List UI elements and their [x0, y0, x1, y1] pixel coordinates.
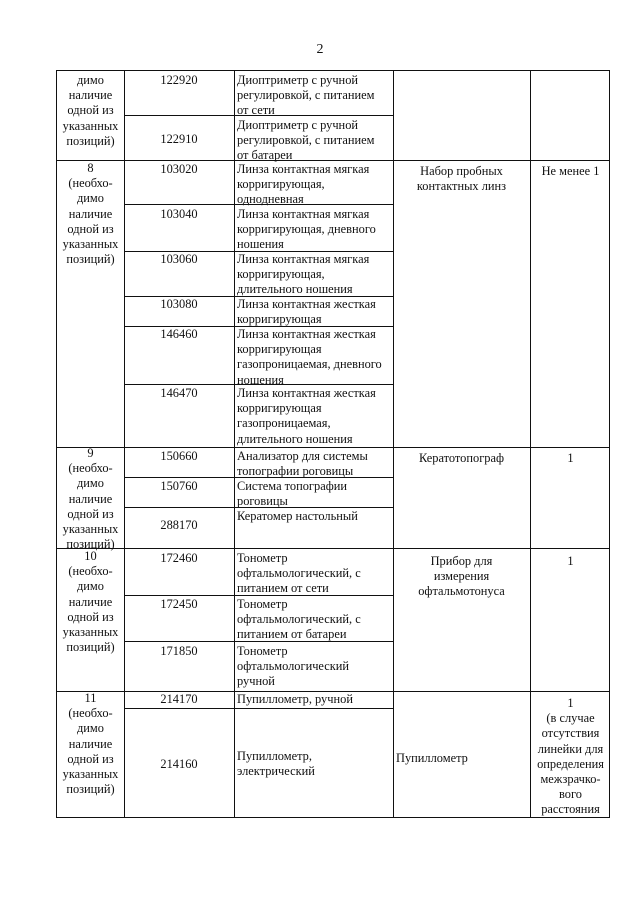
item-name: Диоптриметр с ручной регулировкой, с питанием от батареи [237, 118, 375, 163]
item-name: Тонометр офтальмологический, с питанием от сети [237, 551, 361, 596]
item-name: Линза контактная жесткая корригирующая газопроницаемая, дневного ношения [237, 327, 382, 387]
item-name: Система топографии роговицы [237, 479, 348, 509]
row-divider [124, 708, 393, 709]
item-code: 288170 [160, 518, 198, 532]
group-label: 11 (необхо- димо наличие одной из указанных позиций) [62, 691, 119, 797]
quantity: 1 [567, 554, 574, 568]
group-label: 10 (необхо- димо наличие одной из указанных позиций) [62, 549, 119, 655]
item-name: Пупиллометр, электрический [237, 749, 315, 779]
item-name: Тонометр офтальмологический, с питанием от батареи [237, 597, 361, 642]
device-type: Набор пробных контактных линз [416, 164, 507, 194]
group-label: 8 (необхо- димо наличие одной из указанных позиций) [62, 161, 119, 267]
device-type: Кератотопограф [418, 451, 505, 465]
item-code: 103020 [160, 162, 198, 176]
quantity: 1 (в случае отсутствия линейки для определения межзрачко- вого расстояния [537, 696, 604, 817]
item-name: Пупиллометр, ручной [237, 692, 353, 706]
item-code: 172450 [160, 597, 198, 611]
item-code: 103040 [160, 207, 198, 221]
item-name: Диоптриметр с ручной регулировкой, с питанием от сети [237, 73, 375, 118]
item-code: 103080 [160, 297, 198, 311]
item-code: 122920 [160, 73, 198, 87]
page-number: 2 [316, 42, 324, 57]
group-divider [57, 548, 609, 549]
quantity: Не менее 1 [541, 164, 600, 178]
quantity: 1 [567, 451, 574, 465]
item-name: Линза контактная жесткая корригирующая [237, 297, 376, 327]
item-code: 150760 [160, 479, 198, 493]
equipment-table [56, 70, 610, 818]
device-type: Прибор для измерения офтальмотонуса [418, 554, 505, 599]
group-label: димо наличие одной из указанных позиций) [62, 73, 119, 148]
item-name: Кератомер настольный [237, 509, 358, 523]
item-name: Линза контактная мягкая корригирующая, длительного ношения [237, 252, 370, 297]
group-label: 9 (необхо- димо наличие одной из указанных позиций) [62, 446, 119, 552]
item-name: Линза контактная мягкая корригирующая, однодневная [237, 162, 370, 207]
item-code: 150660 [160, 449, 198, 463]
item-code: 171850 [160, 644, 198, 658]
item-name: Тонометр офтальмологический ручной [237, 644, 350, 689]
item-code: 146460 [160, 327, 198, 341]
item-code: 103060 [160, 252, 198, 266]
item-name: Анализатор для системы топографии роговицы [237, 449, 368, 479]
item-code: 146470 [160, 386, 198, 400]
item-code: 214160 [160, 757, 198, 771]
item-code: 172460 [160, 551, 198, 565]
item-code: 214170 [160, 692, 198, 706]
device-type: Пупиллометр [396, 751, 468, 765]
item-name: Линза контактная жесткая корригирующая газопроницаемая, длительного ношения [237, 386, 376, 446]
item-code: 122910 [160, 132, 198, 146]
item-name: Линза контактная мягкая корригирующая, дневного ношения [237, 207, 376, 252]
